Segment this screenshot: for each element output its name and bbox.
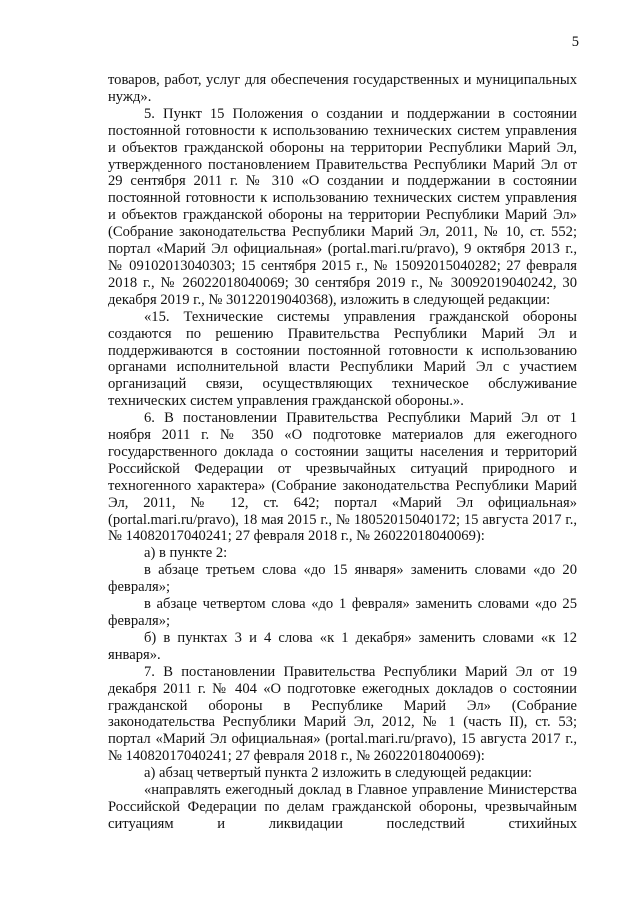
paragraph-subitem-a-7: а) абзац четвертый пункта 2 изложить в следующей редакции: [144,765,533,782]
paragraph-quote-15: «15. Технические системы управления гражданской обороны создаются по решению Правительства Республики Марий Эл и поддерживаются в состоянии постоянной готовности к использованию органами исполнительной власти Республики Марий Эл с участием организаций связи, осуществляющих техническое обслуживание технических систем управления гражданской обороны.». [108,308,577,410]
document-body [108,72,577,833]
paragraph-quote-direct: «направлять ежегодный доклад в Главное управление Министерства Российской Федерации по делам гражданской обороны, чрезвычайным ситуациям и ликвидации последствий стихийных [108,782,577,832]
paragraph-third-abzac: в абзаце третьем слова «до 15 января» заменить словами «до 20 февраля»; [108,562,577,596]
paragraph-item-5: 5. Пункт 15 Положения о создании и поддержании в состоянии постоянной готовности к использованию технических систем управления и объектов гражданской обороны на территории Республики Марий Эл, утвержденного постановлением Правительства Республики Марий Эл от 29 сентября 2011 г. № 310 «О создании и поддержании в состоянии постоянной готовности к использованию технических систем управления и объектов гражданской обороны на территории Республики Марий Эл» (Собрание законодательства Республики Марий Эл, 2011, № 10, ст. 552; портал «Марий Эл официальная» (portal.mari.ru/pravo), 9 октября 2013 г., № 09102013040303; 15 сентября 2015 г., № 15092015040282; 27 февраля 2018 г., № 26022018040069; 30 сентября 2019 г., № 30092019040242, 30 декабря 2019 г., № 30122019040368), изложить в следующей редакции: [108,105,577,308]
page-number: 5 [571,34,579,50]
paragraph-subitem-a: а) в пункте 2: [144,545,228,562]
paragraph-fourth-abzac: в абзаце четвертом слова «до 1 февраля» заменить словами «до 25 февраля»; [108,596,577,629]
paragraph-item-7: 7. В постановлении Правительства Республики Марий Эл от 19 декабря 2011 г. № 404 «О подготовке ежегодных докладов о состоянии гражданской обороны в Республике Марий Эл» (Собрание законодательства Республики Марий Эл, 2012, № 1 (часть II), ст. 53; портал «Марий Эл официальная» (portal.mari.ru/pravo), 15 августа 2017 г., № 14082017040241; 27 февраля 2018 г., № 26022018040069): [108,663,577,765]
paragraph-subitem-b: б) в пунктах 3 и 4 слова «к 1 декабря» заменить словами «к 12 января». [108,629,577,663]
paragraph-continuation: товаров, работ, услуг для обеспечения государственных и муниципальных нужд». [108,72,577,105]
paragraph-item-6: 6. В постановлении Правительства Республики Марий Эл от 1 ноября 2011 г. № 350 «О подготовке материалов для ежегодного государственного доклада о состоянии защиты населения и территорий Российской Федерации от чрезвычайных ситуаций природного и техногенного характера» (Собрание законодательства Республики Марий Эл, 2011, № 12, ст. 642; портал «Марий Эл официальная» (portal.mari.ru/pravo), 18 мая 2015 г., № 18052015040172; 15 августа 2017 г., № 14082017040241; 27 февраля 2018 г., № 26022018040069): [108,410,577,545]
